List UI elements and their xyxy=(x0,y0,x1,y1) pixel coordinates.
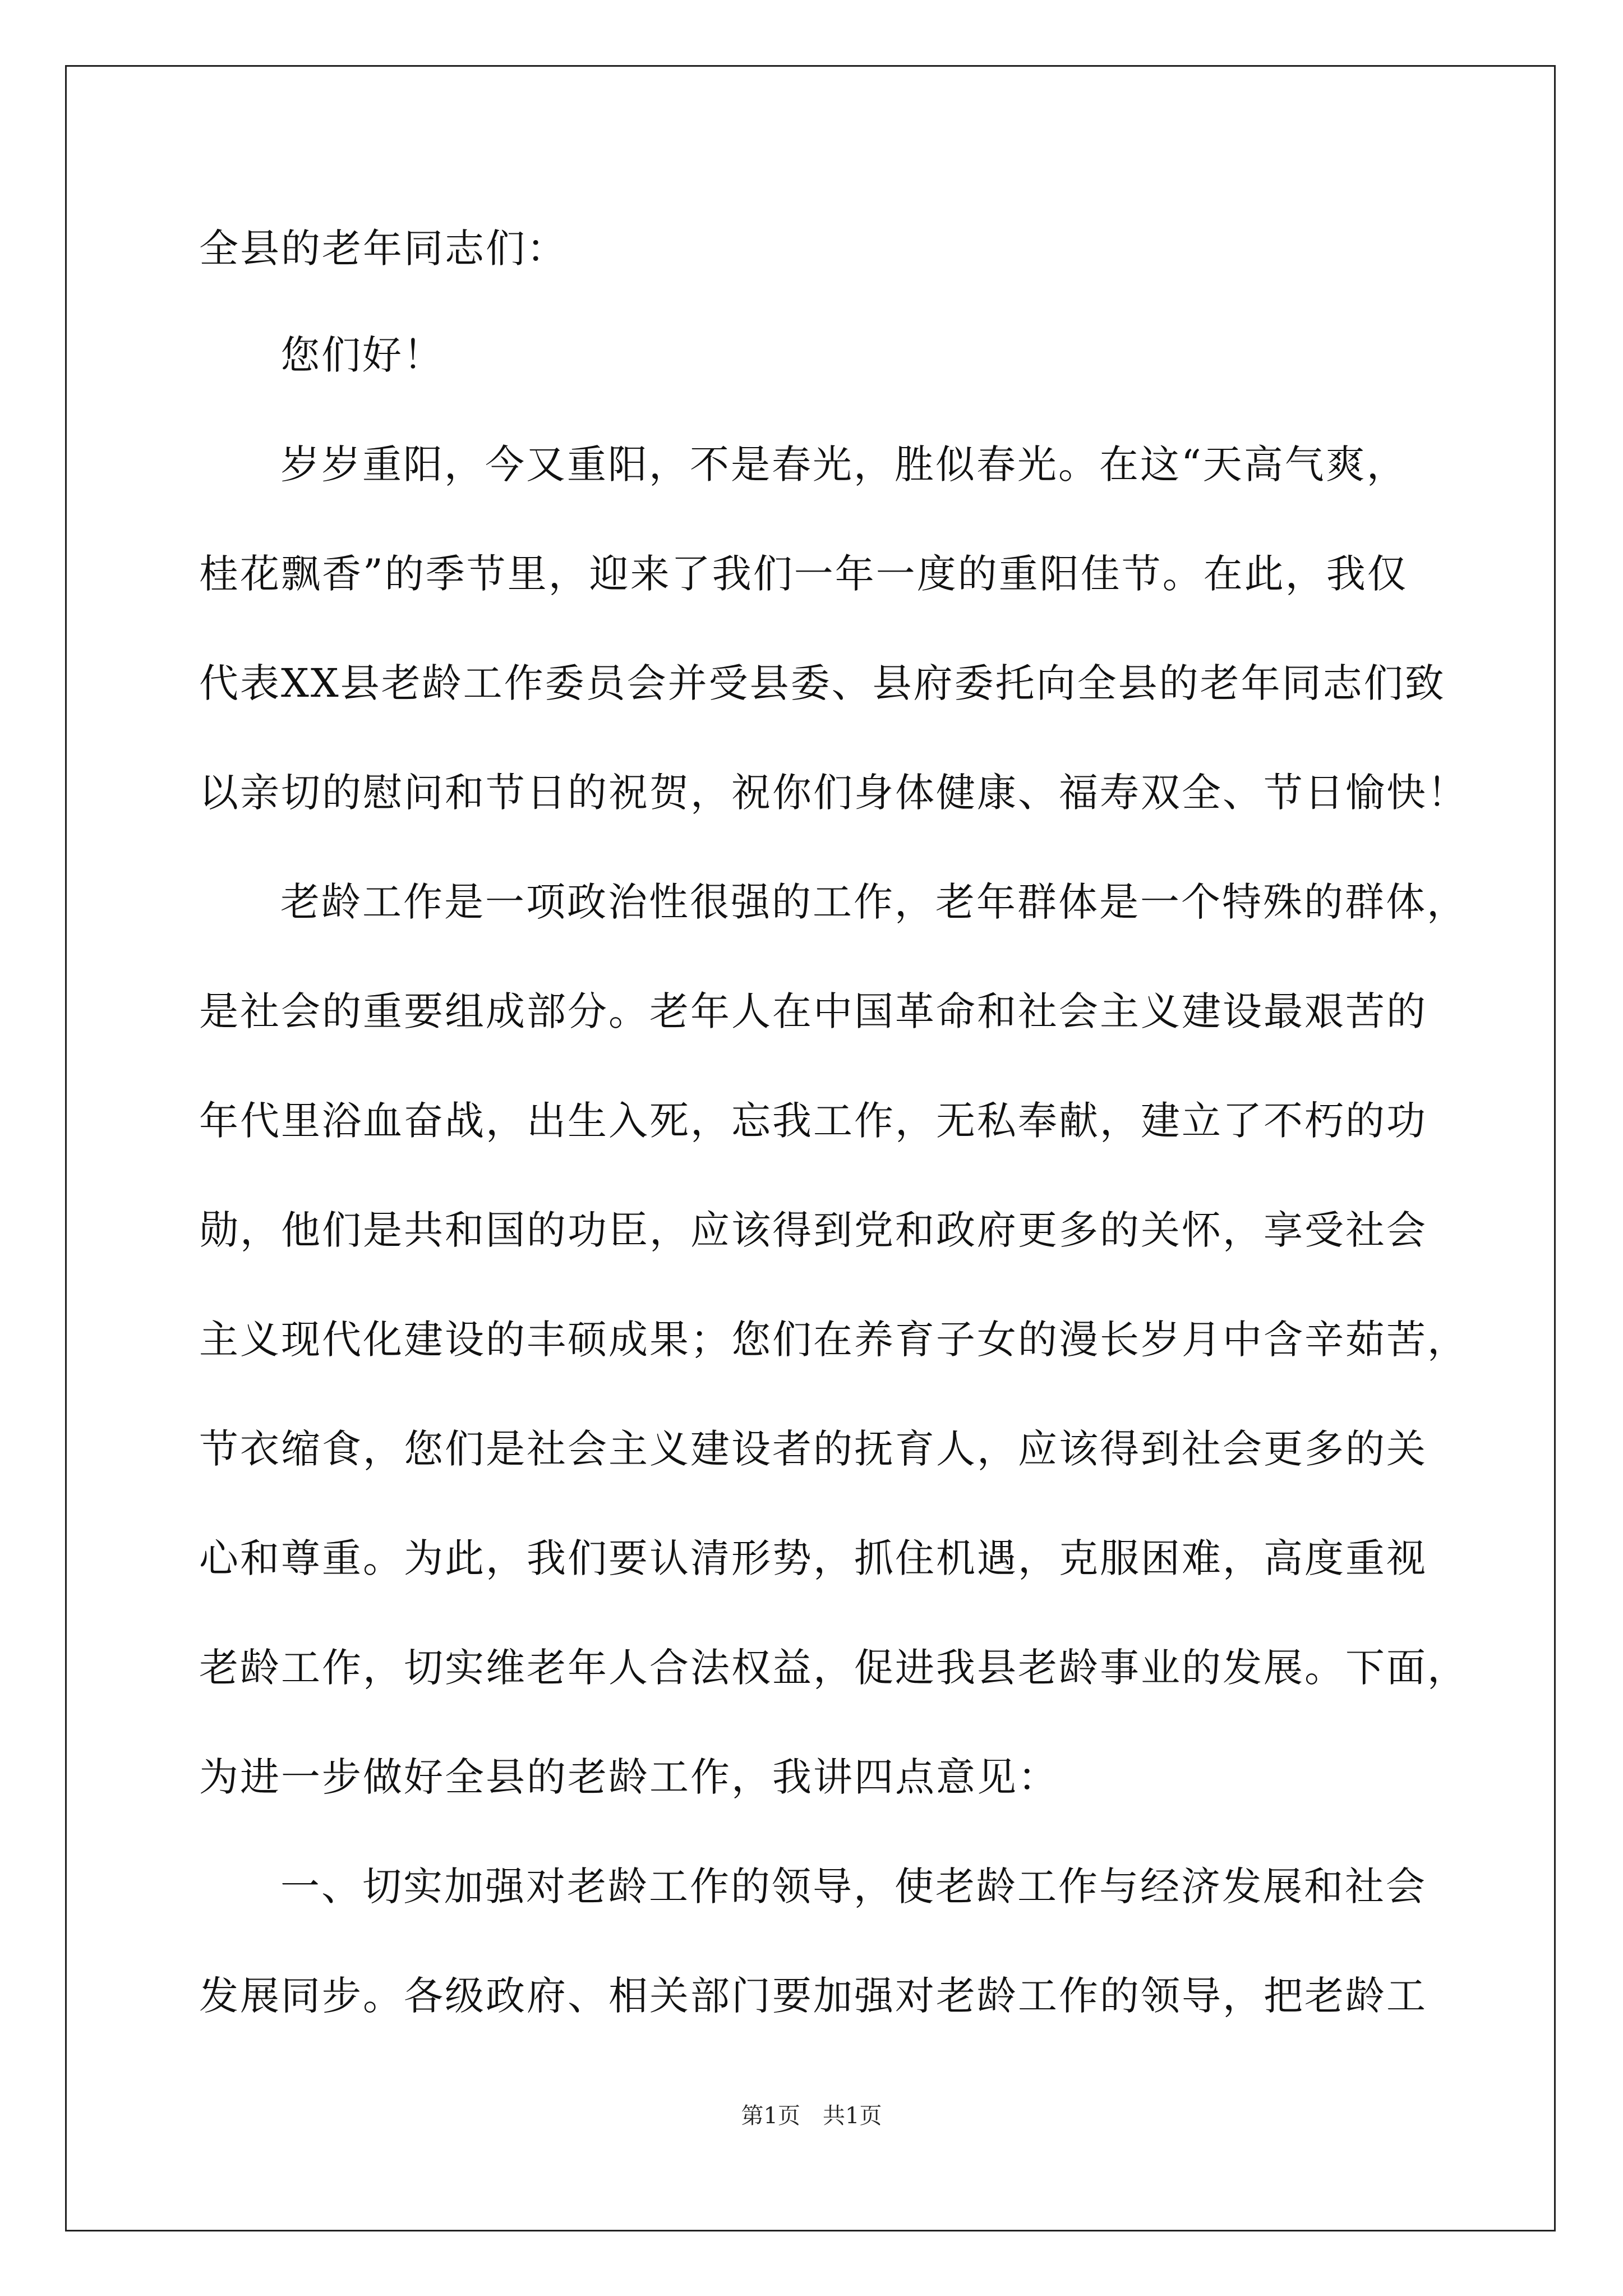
paragraph-line: 勋，他们是共和国的功臣，应该得到党和政府更多的关怀，享受社会 xyxy=(199,1207,1427,1253)
salutation-line: 全县的老年同志们： xyxy=(199,226,568,272)
paragraph-line: 心和尊重。为此，我们要认清形势，抓住机遇，克服困难，高度重视 xyxy=(199,1535,1427,1581)
paragraph-line: 节衣缩食，您们是社会主义建设者的抚育人，应该得到社会更多的关 xyxy=(199,1426,1427,1472)
paragraph-line: 岁岁重阳，今又重阳，不是春光，胜似春光。在这“天高气爽， xyxy=(280,441,1408,487)
page-number-footer: 第1页 共1页 xyxy=(741,2103,882,2129)
paragraph-line: 是社会的重要组成部分。老年人在中国革命和社会主义建设最艰苦的 xyxy=(199,988,1427,1034)
paragraph-line: 老龄工作是一项政治性很强的工作，老年群体是一个特殊的群体， xyxy=(280,879,1468,925)
paragraph-line: 桂花飘香”的季节里，迎来了我们一年一度的重阳佳节。在此，我仅 xyxy=(199,551,1408,597)
paragraph-line: 代表XX县老龄工作委员会并受县委、县府委托向全县的老年同志们致 xyxy=(199,660,1446,706)
greeting-line: 您们好！ xyxy=(280,332,444,378)
paragraph-line: 一、切实加强对老龄工作的领导，使老龄工作与经济发展和社会 xyxy=(280,1864,1427,1910)
paragraph-line: 主义现代化建设的丰硕成果；您们在养育子女的漫长岁月中含辛茹苦， xyxy=(199,1317,1468,1363)
paragraph-line: 发展同步。各级政府、相关部门要加强对老龄工作的领导，把老龄工 xyxy=(199,1973,1427,2019)
paragraph-line: 老龄工作，切实维老年人合法权益，促进我县老龄事业的发展。下面， xyxy=(199,1645,1468,1691)
paragraph-line: 年代里浴血奋战，出生入死，忘我工作，无私奉献，建立了不朽的功 xyxy=(199,1098,1427,1144)
paragraph-line: 为进一步做好全县的老龄工作，我讲四点意见： xyxy=(199,1754,1059,1800)
paragraph-line: 以亲切的慰问和节日的祝贺，祝你们身体健康、福寿双全、节日愉快！ xyxy=(199,770,1468,816)
